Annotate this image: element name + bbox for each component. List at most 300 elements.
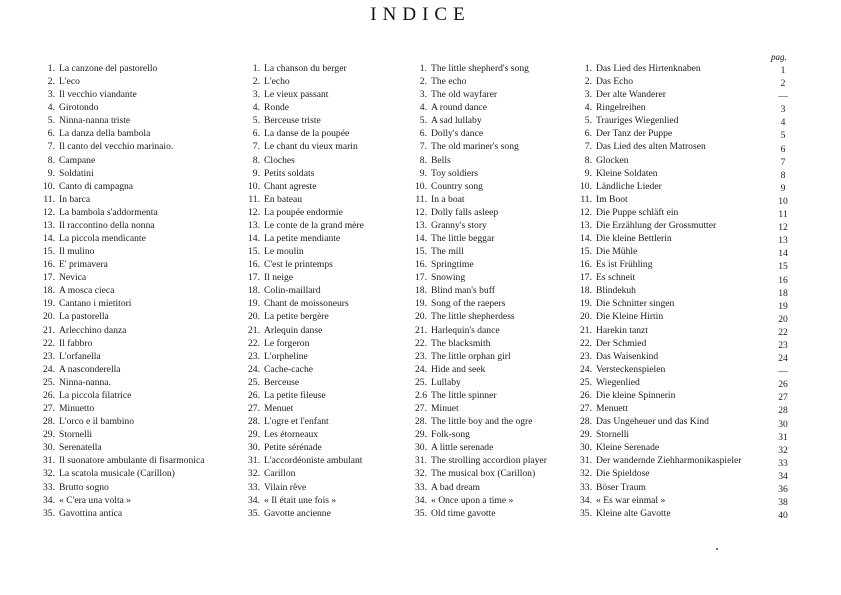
entry-title: Brutto sogno — [59, 481, 109, 493]
entry-title: The little shepherd's song — [431, 63, 529, 74]
entry-number: 35. — [248, 507, 260, 519]
entry-number: 11. — [43, 193, 55, 205]
page-number: 4 — [780, 117, 786, 129]
entry-title: La canzone del pastorello — [59, 63, 158, 74]
entry-title: La piccola filatrice — [59, 389, 132, 401]
entry-number: 33. — [248, 481, 260, 493]
entry-title: L'ogre et l'enfant — [264, 416, 329, 428]
entry-number: 22. — [43, 337, 55, 349]
entry-number: 30. — [43, 442, 55, 454]
index-entry — [584, 140, 741, 153]
index-entry — [47, 140, 204, 153]
entry-number: 20. — [248, 311, 260, 323]
index-entry — [248, 441, 364, 454]
entry-title: La danse de la poupée — [264, 128, 350, 140]
index-entry — [248, 297, 364, 310]
entry-number: 9. — [419, 167, 427, 179]
entry-number: 34. — [415, 494, 427, 506]
page-number: 18 — [778, 287, 788, 299]
page-title: INDICE — [370, 4, 471, 25]
entry-number: 23. — [43, 350, 55, 362]
entry-title: Berceuse triste — [264, 115, 321, 127]
index-entry — [584, 101, 741, 114]
entry-title: Canto di campagna — [59, 180, 134, 192]
entry-number: 14. — [415, 233, 427, 245]
index-entry — [47, 62, 204, 75]
entry-title: Ringelreihen — [596, 102, 646, 114]
entry-number: 25. — [580, 376, 592, 388]
index-entry — [580, 402, 741, 415]
index-entry — [415, 193, 547, 206]
entry-title: In a boat — [431, 193, 465, 205]
index-entry — [584, 154, 741, 167]
entry-number: 21. — [248, 324, 260, 336]
index-entry — [419, 75, 547, 88]
index-entry — [47, 88, 204, 101]
entry-title: Dolly's dance — [431, 128, 484, 140]
entry-number: 5. — [252, 115, 260, 127]
entry-title: Ninna-nanna. — [59, 376, 111, 388]
index-entry — [580, 428, 741, 441]
entry-title: Das Echo — [596, 76, 634, 88]
index-entry — [43, 415, 204, 428]
index-entry — [248, 376, 364, 389]
entry-number: 10. — [580, 180, 592, 192]
index-entry — [415, 363, 547, 376]
entry-number: 35. — [415, 507, 427, 519]
page-number: — — [778, 91, 788, 103]
index-entry — [248, 310, 364, 323]
entry-title: Il vecchio viandante — [59, 89, 137, 101]
entry-number: 35. — [43, 507, 55, 519]
index-entry — [415, 467, 547, 480]
entry-title: La chanson du berger — [264, 63, 347, 74]
entry-number: 2. — [584, 76, 592, 88]
index-entry — [248, 324, 364, 337]
entry-title: Vilain rêve — [264, 481, 307, 493]
entry-title: Menuett — [596, 403, 628, 415]
entry-title: Il neige — [264, 272, 294, 284]
entry-number: 15. — [248, 246, 260, 258]
entry-title: Snowing — [431, 272, 466, 284]
entry-title: Minuetto — [59, 403, 95, 415]
entry-number: 14. — [248, 233, 260, 245]
entry-number: 16. — [43, 259, 55, 271]
entry-title: The strolling accordion player — [431, 455, 547, 467]
entry-number: 14. — [580, 233, 592, 245]
entry-number: 2. — [252, 76, 260, 88]
entry-title: Lullaby — [431, 376, 461, 388]
entry-title: Le forgeron — [264, 337, 310, 349]
entry-title: Petite sérénade — [264, 442, 322, 454]
page-number: 24 — [778, 353, 788, 365]
entry-number: 15. — [415, 246, 427, 258]
entry-number: 33. — [43, 481, 55, 493]
entry-number: 2.6 — [415, 389, 427, 401]
index-entry — [248, 402, 364, 415]
entry-number: 22. — [415, 337, 427, 349]
index-entry — [248, 284, 364, 297]
entry-title: Berceuse — [264, 376, 300, 388]
entry-title: Carillon — [264, 468, 296, 480]
page-number: 10 — [778, 195, 788, 207]
page-number: 31 — [778, 431, 788, 443]
entry-title: Der Tanz der Puppe — [596, 128, 673, 140]
entry-title: Arlequin danse — [264, 324, 323, 336]
entry-title: Menuet — [264, 403, 294, 415]
entry-number: 28. — [248, 416, 260, 428]
entry-title: Old time gavotte — [431, 507, 496, 519]
entry-title: The old wayfarer — [431, 89, 498, 101]
entry-number: 27. — [248, 403, 260, 415]
page-number: 33 — [778, 457, 788, 469]
index-entry — [419, 167, 547, 180]
index-entry — [43, 494, 204, 507]
index-entry — [248, 219, 364, 232]
entry-title: L'orco e il bambino — [59, 416, 134, 428]
index-column-german — [580, 62, 742, 520]
entry-number: 2. — [419, 76, 427, 88]
entry-title: Die Erzählung der Grossmutter — [596, 219, 717, 231]
index-entry — [248, 271, 364, 284]
entry-title: Die Puppe schläft ein — [596, 206, 679, 218]
entry-title: Minuet — [431, 403, 459, 415]
entry-number: 30. — [415, 442, 427, 454]
entry-number: 8. — [252, 154, 260, 166]
page-number: 16 — [778, 274, 788, 286]
entry-number: 10. — [248, 180, 260, 192]
entry-title: La pastorella — [59, 311, 109, 323]
entry-number: 1. — [584, 63, 592, 74]
entry-number: 12. — [415, 206, 427, 218]
index-entry — [580, 271, 741, 284]
entry-title: Ländliche Lieder — [596, 180, 662, 192]
index-entry — [580, 494, 741, 507]
entry-title: Der alte Wanderer — [596, 89, 666, 101]
entry-title: « Once upon a time » — [431, 494, 514, 506]
entry-number: 3. — [584, 89, 592, 101]
index-entry — [415, 180, 547, 193]
entry-title: The little orphan girl — [431, 350, 511, 362]
entry-number: 4. — [252, 102, 260, 114]
entry-title: La petite bergère — [264, 311, 329, 323]
index-entry — [43, 507, 204, 520]
entry-title: Der Schmied — [596, 337, 647, 349]
entry-number: 22. — [248, 337, 260, 349]
entry-title: In barca — [59, 193, 91, 205]
entry-title: Die Kleine Hirtin — [596, 311, 664, 323]
entry-number: 32. — [43, 468, 55, 480]
entry-title: L'orfanella — [59, 350, 101, 362]
entry-title: The blacksmith — [431, 337, 491, 349]
index-entry — [47, 154, 204, 167]
index-entry — [248, 507, 364, 520]
entry-number: 32. — [248, 468, 260, 480]
index-entry — [580, 415, 741, 428]
entry-title: Stornelli — [59, 429, 93, 441]
index-entry — [580, 193, 741, 206]
index-entry — [580, 284, 741, 297]
index-entry — [47, 75, 204, 88]
index-entry — [580, 350, 741, 363]
entry-title: Versteckenspielen — [596, 363, 666, 375]
entry-title: Cache-cache — [264, 363, 313, 375]
entry-number: 33. — [580, 481, 592, 493]
entry-number: 1. — [252, 63, 260, 74]
entry-title: The old mariner's song — [431, 141, 519, 153]
entry-title: Gavottina antica — [59, 507, 123, 519]
index-column-french — [248, 62, 364, 520]
entry-title: The mill — [431, 246, 464, 258]
entry-number: 5. — [47, 115, 55, 127]
entry-title: Campane — [59, 154, 96, 166]
index-entry — [584, 127, 741, 140]
index-entry — [252, 127, 364, 140]
index-entry — [47, 101, 204, 114]
entry-title: Les étorneaux — [264, 429, 319, 441]
index-entry — [415, 258, 547, 271]
entry-number: 29. — [248, 429, 260, 441]
index-entry — [43, 258, 204, 271]
entry-number: 11. — [248, 193, 260, 205]
entry-title: L'eco — [59, 76, 80, 88]
entry-title: Die Schnitter singen — [596, 298, 675, 310]
index-entry — [248, 337, 364, 350]
entry-title: Harlequin's dance — [431, 324, 500, 336]
index-entry — [419, 114, 547, 127]
index-entry — [419, 88, 547, 101]
entry-number: 25. — [248, 376, 260, 388]
index-entry — [47, 114, 204, 127]
entry-number: 24. — [415, 363, 427, 375]
entry-number: 28. — [415, 416, 427, 428]
entry-title: Die Spieldose — [596, 468, 650, 480]
entry-number: 1. — [419, 63, 427, 74]
index-entry — [580, 454, 742, 467]
entry-title: Le conte de la grand mère — [264, 219, 364, 231]
index-entry — [415, 271, 547, 284]
entry-number: 24. — [580, 363, 592, 375]
entry-title: Cloches — [264, 154, 295, 166]
index-entry — [415, 284, 547, 297]
entry-number: 4. — [47, 102, 55, 114]
entry-title: Böser Traum — [596, 481, 646, 493]
page-number: 6 — [780, 143, 786, 155]
entry-title: Kleine alte Gavotte — [596, 507, 671, 519]
entry-title: Kleine Serenade — [596, 442, 660, 454]
entry-number: 17. — [43, 272, 55, 284]
index-entry — [248, 428, 364, 441]
entry-title: Folk-song — [431, 429, 470, 441]
index-entry — [584, 62, 741, 75]
entry-title: Kleine Soldaten — [596, 167, 658, 179]
page-number: 19 — [778, 300, 788, 312]
entry-number: 28. — [43, 416, 55, 428]
page-number: — — [778, 366, 788, 378]
entry-number: 23. — [580, 350, 592, 362]
index-entry — [580, 297, 741, 310]
entry-number: 31. — [43, 455, 55, 467]
entry-number: 29. — [43, 429, 55, 441]
entry-number: 1. — [47, 63, 55, 74]
index-entry — [43, 454, 205, 467]
page-number: 5 — [780, 130, 786, 142]
index-entry — [43, 206, 204, 219]
index-entry — [252, 88, 364, 101]
index-entry — [580, 389, 741, 402]
index-entry — [415, 481, 547, 494]
index-entry — [415, 219, 547, 232]
entry-title: Il mulino — [59, 246, 95, 258]
entry-number: 34. — [248, 494, 260, 506]
entry-title: A round dance — [431, 102, 487, 114]
entry-title: Das Lied des Hirtenknaben — [596, 63, 701, 74]
entry-number: 6. — [252, 128, 260, 140]
index-entry — [584, 88, 741, 101]
entry-title: Toy soldiers — [431, 167, 479, 179]
index-entry — [248, 454, 364, 467]
entry-number: 5. — [584, 115, 592, 127]
index-entry — [415, 232, 547, 245]
index-entry — [415, 206, 547, 219]
index-entry — [580, 219, 741, 232]
entry-title: Das Lied des alten Matrosen — [596, 141, 706, 153]
entry-title: Wiegenlied — [596, 376, 640, 388]
page-number: 13 — [778, 235, 788, 247]
entry-number: 4. — [419, 102, 427, 114]
index-entry — [415, 389, 547, 402]
index-entry — [43, 363, 204, 376]
entry-number: 3. — [252, 89, 260, 101]
entry-title: L'orpheline — [264, 350, 308, 362]
index-entry — [43, 467, 204, 480]
index-entry — [43, 271, 204, 284]
index-entry — [252, 114, 364, 127]
index-entry — [248, 363, 364, 376]
entry-number: 34. — [43, 494, 55, 506]
index-entry — [43, 324, 204, 337]
index-entry — [248, 481, 364, 494]
entry-number: 31. — [580, 455, 592, 467]
page-number: 11 — [778, 209, 788, 221]
index-entry — [415, 494, 547, 507]
entry-number: 8. — [584, 154, 592, 166]
entry-title: Dolly falls asleep — [431, 206, 499, 218]
entry-title: Blindekuh — [596, 285, 636, 297]
entry-title: « C'era una volta » — [59, 494, 132, 506]
page-number: 15 — [778, 261, 788, 273]
index-entry — [248, 180, 364, 193]
entry-title: C'est le printemps — [264, 259, 333, 271]
entry-title: Bells — [431, 154, 451, 166]
entry-title: Il fabbro — [59, 337, 93, 349]
entry-number: 6. — [419, 128, 427, 140]
entry-number: 32. — [580, 468, 592, 480]
entry-number: 12. — [248, 206, 260, 218]
index-entry — [415, 245, 547, 258]
index-entry — [415, 376, 547, 389]
entry-title: Ronde — [264, 102, 290, 114]
index-entry — [584, 167, 741, 180]
entry-number: 32. — [415, 468, 427, 480]
entry-number: 7. — [252, 141, 260, 153]
index-entry — [415, 310, 547, 323]
index-entry — [415, 415, 547, 428]
entry-number: 3. — [47, 89, 55, 101]
entry-number: 31. — [248, 455, 260, 467]
entry-number: 18. — [248, 285, 260, 297]
index-entry — [248, 193, 364, 206]
entry-title: Harekin tanzt — [596, 324, 648, 336]
entry-title: Stornelli — [596, 429, 630, 441]
page-number: 32 — [778, 444, 788, 456]
entry-number: 17. — [415, 272, 427, 284]
entry-number: 21. — [43, 324, 55, 336]
page-number: 27 — [778, 392, 788, 404]
index-entry — [43, 376, 204, 389]
index-entry — [415, 507, 547, 520]
entry-number: 27. — [43, 403, 55, 415]
index-entry — [43, 337, 204, 350]
index-entry — [419, 127, 547, 140]
entry-title: The little spinner — [431, 389, 497, 401]
entry-title: Cantano i mietitori — [59, 298, 132, 310]
entry-number: 7. — [47, 141, 55, 153]
entry-title: La danza della bambola — [59, 128, 151, 140]
entry-title: L'echo — [264, 76, 290, 88]
entry-number: 19. — [580, 298, 592, 310]
entry-title: L'accordéoniste ambulant — [264, 455, 363, 467]
entry-number: 3. — [419, 89, 427, 101]
index-entry — [43, 245, 204, 258]
index-entry — [248, 389, 364, 402]
entry-number: 26. — [248, 389, 260, 401]
index-entry — [47, 167, 204, 180]
index-entry — [415, 402, 547, 415]
entry-title: La petite fileuse — [264, 389, 326, 401]
entry-number: 19. — [248, 298, 260, 310]
entry-number: 9. — [584, 167, 592, 179]
entry-title: Im Boot — [596, 193, 628, 205]
entry-number: 13. — [415, 219, 427, 231]
page-number: 34 — [778, 470, 788, 482]
index-entry — [252, 167, 364, 180]
entry-number: 22. — [580, 337, 592, 349]
page-number: 7 — [780, 156, 786, 168]
entry-number: 35. — [580, 507, 592, 519]
index-entry — [580, 337, 741, 350]
index-entry — [252, 101, 364, 114]
index-entry — [580, 206, 741, 219]
page-number: 9 — [780, 182, 786, 194]
index-entry — [252, 62, 364, 75]
entry-number: 23. — [415, 350, 427, 362]
index-entry — [252, 154, 364, 167]
entry-number: 7. — [584, 141, 592, 153]
entry-title: Es schneit — [596, 272, 636, 284]
entry-number: 6. — [47, 128, 55, 140]
page-number: 38 — [778, 497, 788, 509]
entry-title: A mosca cieca — [59, 285, 115, 297]
index-entry — [43, 350, 204, 363]
entry-number: 23. — [248, 350, 260, 362]
index-entry — [43, 389, 204, 402]
entry-title: Il raccontino della nonna — [59, 219, 155, 231]
entry-number: 29. — [580, 429, 592, 441]
entry-title: Le moulin — [264, 246, 304, 258]
index-entry — [419, 140, 547, 153]
entry-title: Il suonatore ambulante di fisarmonica — [59, 455, 205, 467]
